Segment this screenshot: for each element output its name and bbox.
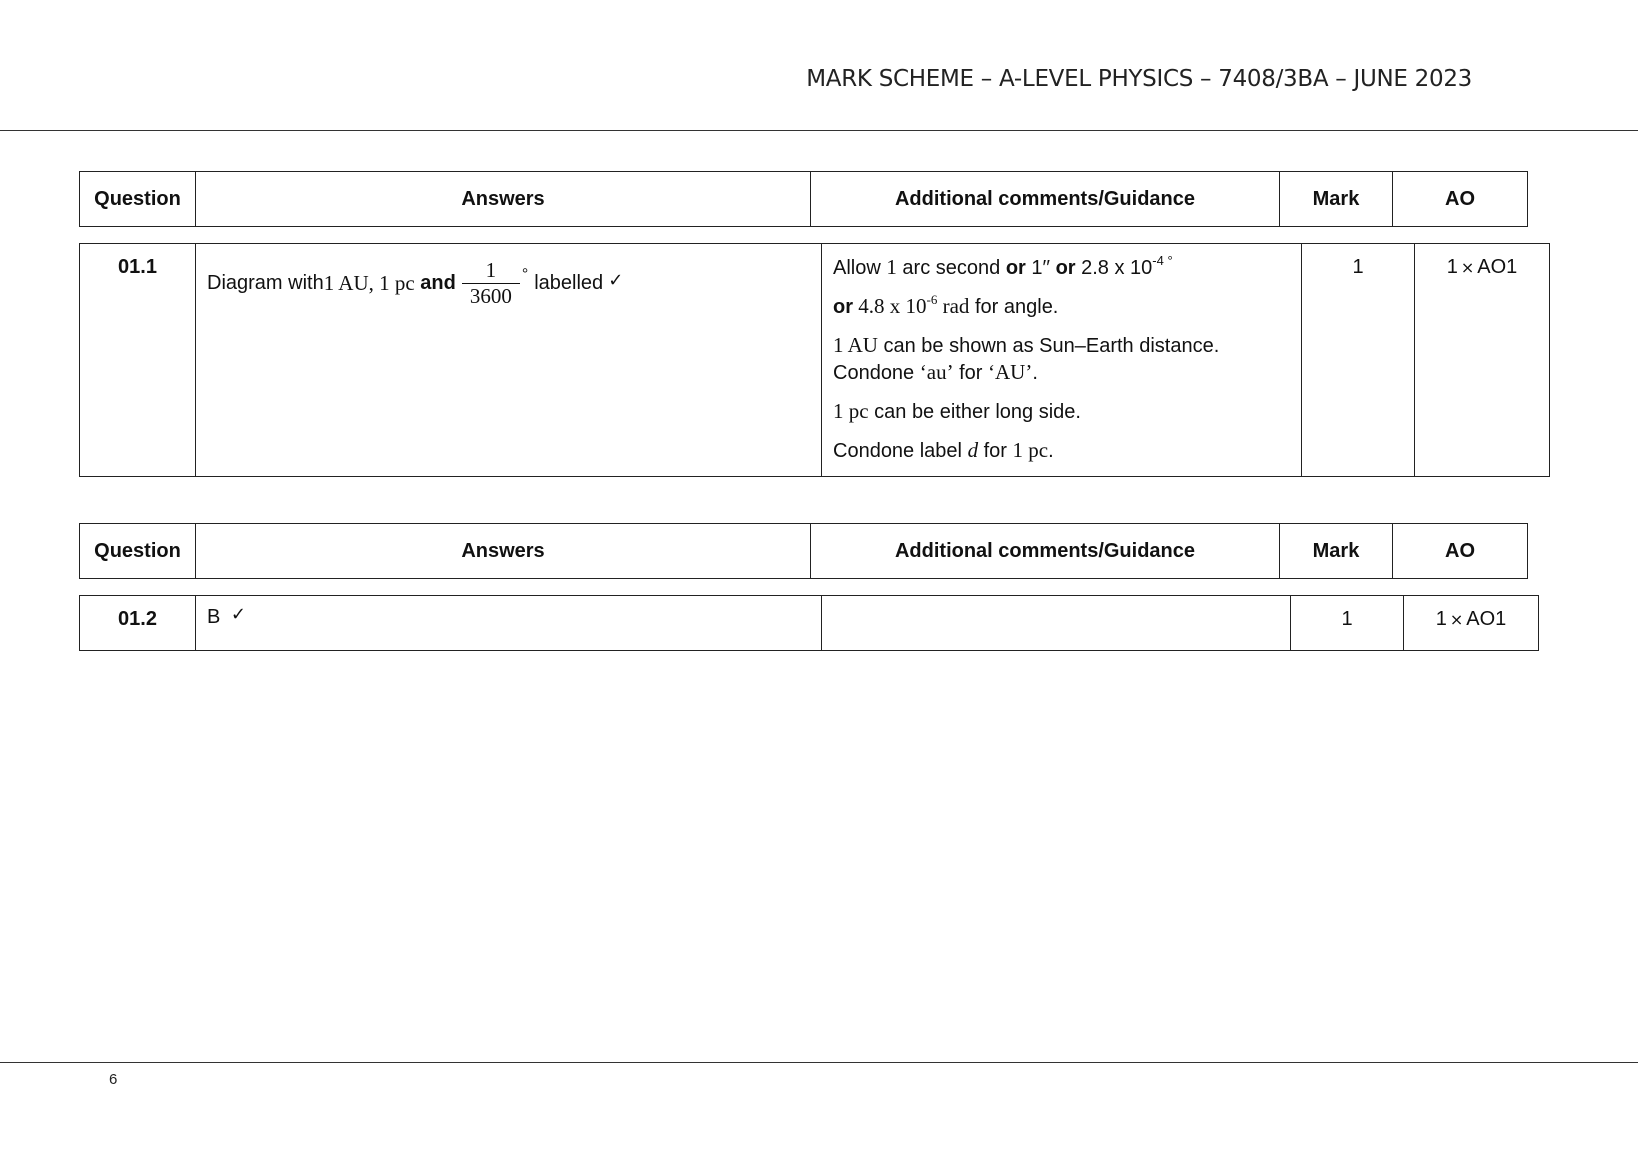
degree-symbol: ° [521, 265, 529, 283]
header-divider [0, 130, 1638, 131]
question-number: 01.2 [80, 596, 196, 651]
table-row-01-1 [79, 243, 1550, 477]
column-header-mark: Mark [1280, 524, 1393, 579]
table-header-01-1 [79, 171, 1528, 227]
table-row-01-2 [79, 595, 1539, 651]
answer-text: B [207, 606, 221, 628]
fraction-denominator: 3600 [469, 284, 512, 309]
column-header-guidance: Additional comments/Guidance [811, 524, 1280, 579]
table-header-01-2 [79, 523, 1528, 579]
column-header-answers: Answers [196, 172, 811, 227]
guidance-line-1: Allow 1 arc second or 1′′ or 2.8 x $10^{-4 ^\circ}$ [833, 253, 1173, 279]
column-header-guidance: Additional comments/Guidance [811, 172, 1280, 227]
column-header-ao: AO [1393, 524, 1528, 579]
ao-value: 1 × AO1 [1415, 244, 1550, 477]
ao-value: 1 × AO1 [1404, 596, 1539, 651]
question-number: 01.1 [80, 244, 196, 477]
guidance-line-5: Condone label d for 1 pc. [833, 438, 1054, 462]
page-number: 6 [109, 1071, 118, 1088]
guidance-line-3: 1 AU can be shown as Sun–Earth distance. Condone ‘au’ for ‘AU’. [833, 333, 1220, 384]
column-header-question: Question [80, 172, 196, 227]
fraction-numerator: 1 [462, 258, 520, 284]
answer-conjunction: and [420, 272, 456, 295]
answer-prefix: Diagram with [207, 272, 324, 295]
page-header-title: MARK SCHEME – A-LEVEL PHYSICS – 7408/3BA – JUNE 2023 [806, 66, 1472, 92]
tick-icon: ✓ [608, 270, 624, 292]
guidance-line-2: or 4.8 x $10^{-6}$ rad for angle. [833, 292, 1059, 318]
fraction [466, 258, 516, 309]
guidance-cell [822, 244, 1302, 477]
answer-cell [196, 244, 822, 477]
column-header-question: Question [80, 524, 196, 579]
answer-suffix: labelled [534, 272, 604, 295]
column-header-mark: Mark [1280, 172, 1393, 227]
answer-items: 1 AU, 1 pc [323, 271, 415, 296]
answer-cell [196, 596, 822, 651]
guidance-cell [822, 596, 1291, 651]
mark-value: 1 [1302, 244, 1415, 477]
column-header-answers: Answers [196, 524, 811, 579]
mark-value: 1 [1291, 596, 1404, 651]
guidance-line-4: 1 pc can be either long side. [833, 399, 1081, 423]
column-header-ao: AO [1393, 172, 1528, 227]
tick-icon: ✓ [230, 604, 246, 625]
footer-divider [0, 1062, 1638, 1063]
